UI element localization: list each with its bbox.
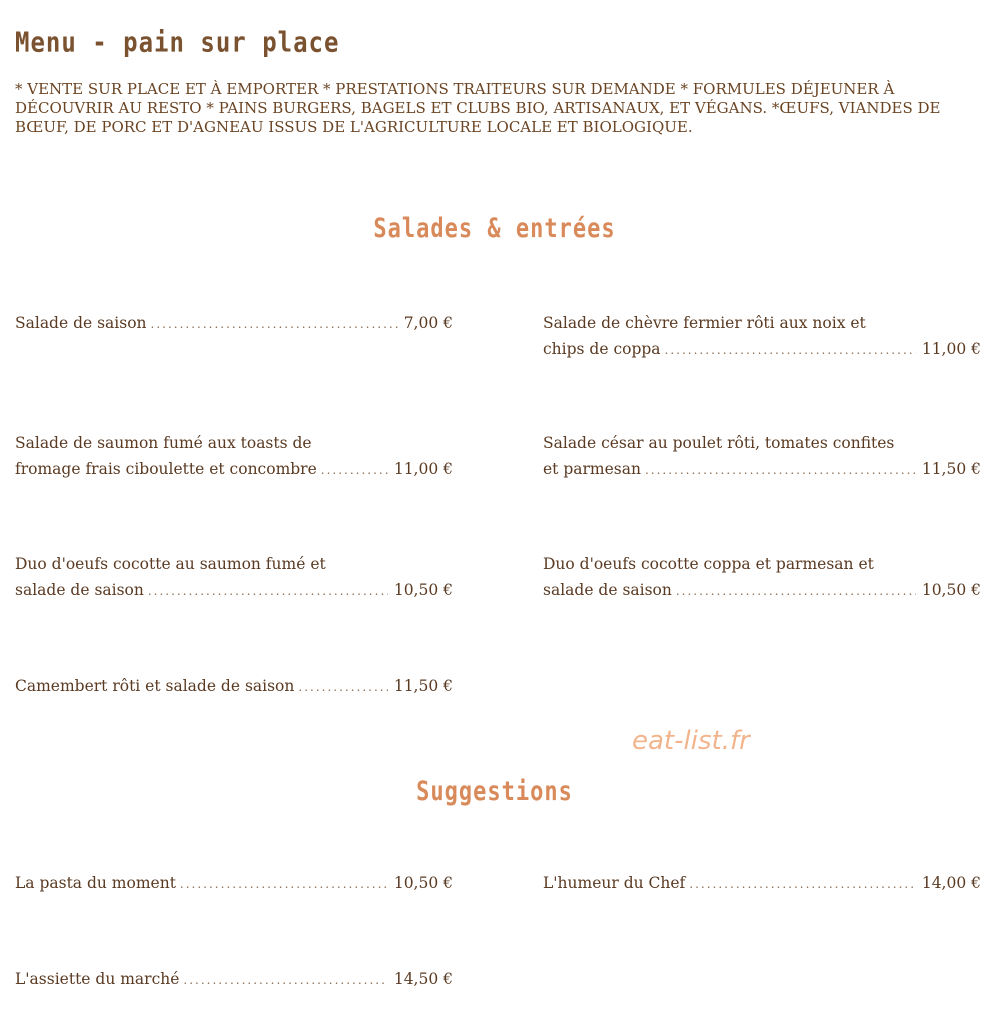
item-price: 10,50 € — [393, 874, 453, 892]
item-price: 11,50 € — [921, 460, 981, 478]
leader-dots — [645, 457, 916, 483]
item-description: Salade césar au poulet rôti, tomates confites — [543, 434, 895, 452]
item-name: L'assiette du marché — [15, 970, 180, 988]
item-description: Duo d'oeufs cocotte coppa et parmesan et — [543, 555, 874, 573]
item-price: 10,50 € — [393, 581, 453, 599]
item-name: La pasta du moment — [15, 874, 176, 892]
leader-dots — [298, 674, 387, 700]
menu-item — [543, 551, 981, 604]
section-title-salades: Salades & entrées — [373, 214, 616, 244]
item-name: Camembert rôti et salade de saison — [15, 677, 295, 695]
page-title: Menu - pain sur place — [15, 26, 340, 59]
item-price: 10,50 € — [921, 581, 981, 599]
leader-dots — [180, 871, 388, 897]
section-title-suggestions: Suggestions — [416, 777, 573, 807]
leader-dots — [183, 967, 387, 993]
item-name: et parmesan — [543, 460, 641, 478]
item-price: 14,50 € — [393, 970, 453, 988]
menu-item — [15, 551, 453, 604]
menu-item — [543, 430, 981, 483]
menu-item — [15, 310, 453, 337]
item-price: 11,00 € — [393, 460, 453, 478]
item-description: Salade de saumon fumé aux toasts de — [15, 434, 312, 452]
item-name: L'humeur du Chef — [543, 874, 686, 892]
item-name: Salade de saison — [15, 314, 147, 332]
watermark: eat-list.fr — [632, 726, 750, 756]
leader-dots — [321, 457, 388, 483]
menu-item — [15, 430, 453, 483]
leader-dots — [689, 871, 916, 897]
item-description: Duo d'oeufs cocotte au saumon fumé et — [15, 555, 326, 573]
item-name: salade de saison — [15, 581, 144, 599]
menu-item — [543, 310, 981, 363]
item-price: 7,00 € — [403, 314, 453, 332]
menu-item — [543, 870, 981, 897]
menu-item — [15, 966, 453, 993]
item-price: 14,00 € — [921, 874, 981, 892]
leader-dots — [676, 578, 916, 604]
intro-text: * VENTE SUR PLACE ET À EMPORTER * PRESTATIONS TRAITEURS SUR DEMANDE * FORMULES DÉJEUNER À DÉCOUVRIR AU RESTO * PAINS BURGERS, BAGELS ET CLUBS BIO, ARTISANAUX, ET VÉGANS. *ŒUFS, VIANDES DE BŒUF, DE PORC ET D'AGNEAU ISSUS DE L'AGRICULTURE LOCALE ET BIOLOGIQUE. — [15, 80, 941, 136]
leader-dots — [665, 337, 916, 363]
item-price: 11,50 € — [393, 677, 453, 695]
leader-dots — [148, 578, 388, 604]
menu-item — [15, 673, 453, 700]
item-name: fromage frais ciboulette et concombre — [15, 460, 317, 478]
item-description: Salade de chèvre fermier rôti aux noix et — [543, 314, 866, 332]
menu-item — [15, 870, 453, 897]
item-price: 11,00 € — [921, 340, 981, 358]
leader-dots — [151, 311, 398, 337]
item-name: chips de coppa — [543, 340, 661, 358]
item-name: salade de saison — [543, 581, 672, 599]
